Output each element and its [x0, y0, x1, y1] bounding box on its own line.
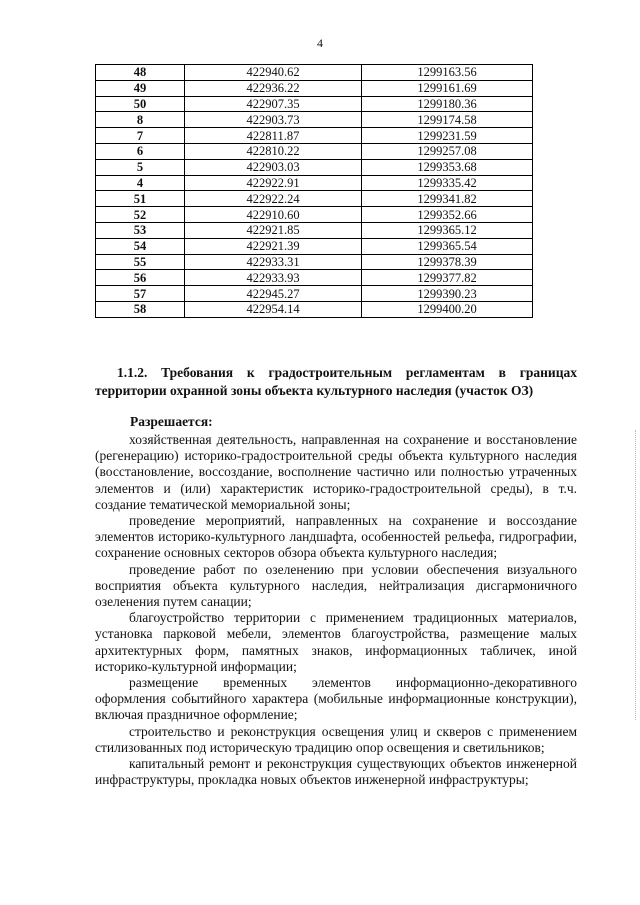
x-coordinate-cell: 422921.39: [185, 238, 362, 254]
point-cell: 7: [96, 128, 185, 144]
coordinates-table-body: [96, 65, 533, 318]
y-coordinate-cell: 1299353.68: [362, 159, 533, 175]
y-coordinate-cell: 1299352.66: [362, 207, 533, 223]
y-coordinate-cell: 1299335.42: [362, 175, 533, 191]
coordinates-table: [95, 64, 533, 318]
section-heading: 1.1.2. Требования к градостроительным регламентам в границах территории охранной зоны объекта культурного наследия (участок ОЗ): [95, 365, 577, 398]
y-coordinate-cell: 1299163.56: [362, 65, 533, 81]
paragraph-2: проведение мероприятий, направленных на сохранение и воссоздание элементов историко-культурного ландшафта, особенностей рельефа, гидрографии, сохранение основных секторов обзора объекта культурного наследия;: [95, 513, 577, 561]
table-row: [96, 286, 533, 302]
point-cell: 55: [96, 254, 185, 270]
y-coordinate-cell: 1299377.82: [362, 270, 533, 286]
x-coordinate-cell: 422810.22: [185, 143, 362, 159]
point-cell: 6: [96, 143, 185, 159]
table-row: [96, 159, 533, 175]
paragraph-5: размещение временных элементов информационно-декоративного оформления событийного характера (мобильные информационные конструкции), включая праздничное оформление;: [95, 675, 577, 723]
table-row: [96, 222, 533, 238]
y-coordinate-cell: 1299365.12: [362, 222, 533, 238]
point-cell: 5: [96, 159, 185, 175]
table-row: [96, 238, 533, 254]
paragraph-1: хозяйственная деятельность, направленная на сохранение и восстановление (регенерацию) историко-градостроительной среды объекта культурного наследия (восстановление, воссоздание, восполнение частично или полностью утраченных элементов и (или) характеристик историко-градостроительной среды), в т.ч. создание тематической мемориальной зоны;: [95, 432, 577, 512]
x-coordinate-cell: 422945.27: [185, 286, 362, 302]
table-row: [96, 207, 533, 223]
point-cell: 54: [96, 238, 185, 254]
point-cell: 48: [96, 65, 185, 81]
point-cell: 57: [96, 286, 185, 302]
table-row: [96, 301, 533, 317]
point-cell: 49: [96, 80, 185, 96]
point-cell: 53: [96, 222, 185, 238]
point-cell: 58: [96, 301, 185, 317]
paragraph-3: проведение работ по озеленению при условии обеспечения визуального восприятия объекта культурного наследия, нейтрализация дисгармоничного озеленения путем санации;: [95, 561, 577, 610]
table-row: [96, 128, 533, 144]
x-coordinate-cell: 422921.85: [185, 222, 362, 238]
x-coordinate-cell: 422922.24: [185, 191, 362, 207]
x-coordinate-cell: 422903.73: [185, 112, 362, 128]
x-coordinate-cell: 422907.35: [185, 96, 362, 112]
y-coordinate-cell: 1299231.59: [362, 128, 533, 144]
x-coordinate-cell: 422811.87: [185, 128, 362, 144]
table-row: [96, 254, 533, 270]
body-text: [95, 432, 577, 788]
y-coordinate-cell: 1299180.36: [362, 96, 533, 112]
x-coordinate-cell: 422940.62: [185, 65, 362, 81]
point-cell: 50: [96, 96, 185, 112]
y-coordinate-cell: 1299174.58: [362, 112, 533, 128]
allowed-heading: Разрешается:: [130, 414, 213, 429]
table-row: [96, 96, 533, 112]
y-coordinate-cell: 1299378.39: [362, 254, 533, 270]
point-cell: 51: [96, 191, 185, 207]
x-coordinate-cell: 422903.03: [185, 159, 362, 175]
x-coordinate-cell: 422936.22: [185, 80, 362, 96]
y-coordinate-cell: 1299400.20: [362, 301, 533, 317]
table-row: [96, 191, 533, 207]
y-coordinate-cell: 1299341.82: [362, 191, 533, 207]
x-coordinate-cell: 422910.60: [185, 207, 362, 223]
point-cell: 56: [96, 270, 185, 286]
paragraph-4: благоустройство территории с применением традиционных материалов, установка парковой мебели, элементов благоустройства, размещение малых архитектурных форм, памятных знаков, информационных табличек, иной историко-культурной информации;: [95, 610, 577, 674]
y-coordinate-cell: 1299390.23: [362, 286, 533, 302]
page-number: 4: [317, 36, 323, 50]
point-cell: 4: [96, 175, 185, 191]
table-row: [96, 175, 533, 191]
scan-margin-mark: [634, 430, 636, 720]
x-coordinate-cell: 422954.14: [185, 301, 362, 317]
point-cell: 8: [96, 112, 185, 128]
y-coordinate-cell: 1299365.54: [362, 238, 533, 254]
paragraph-7: капитальный ремонт и реконструкция существующих объектов инженерной инфраструктуры, прокладка новых объектов инженерной инфраструктуры;: [95, 756, 577, 788]
y-coordinate-cell: 1299257.08: [362, 143, 533, 159]
table-row: [96, 112, 533, 128]
x-coordinate-cell: 422933.31: [185, 254, 362, 270]
table-row: [96, 143, 533, 159]
x-coordinate-cell: 422933.93: [185, 270, 362, 286]
table-row: [96, 80, 533, 96]
y-coordinate-cell: 1299161.69: [362, 80, 533, 96]
table-row: [96, 65, 533, 81]
paragraph-6: строительство и реконструкция освещения улиц и скверов с применением стилизованных под историческую традицию опор освещения и светильников;: [95, 723, 577, 755]
x-coordinate-cell: 422922.91: [185, 175, 362, 191]
table-row: [96, 270, 533, 286]
point-cell: 52: [96, 207, 185, 223]
